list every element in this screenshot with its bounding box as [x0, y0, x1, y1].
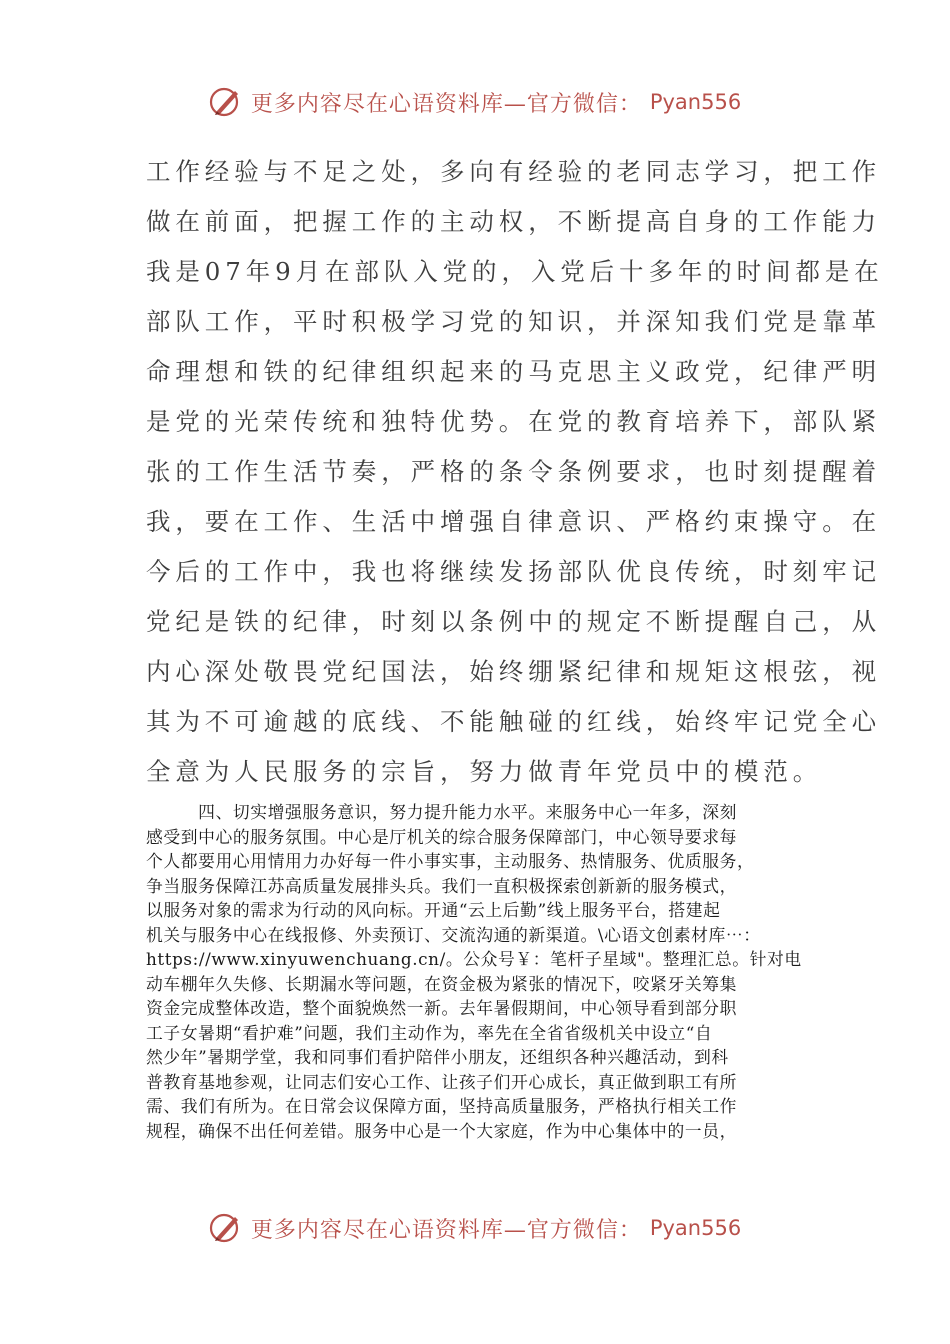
- text-line: 党纪是铁的纪律，时刻以条例中的规定不断提醒自己，从: [146, 607, 881, 636]
- text-line: 命理想和铁的纪律组织起来的马克思主义政党，纪律严明: [146, 357, 881, 386]
- text-line: 全意为人民服务的宗旨，努力做青年党员中的模范。: [146, 757, 823, 786]
- text-line: 部队工作，平时积极学习党的知识，并深知我们党是靠革: [146, 307, 881, 336]
- text-line: 争当服务保障江苏高质量发展排头兵。我们一直积极探索创新新的服务模式，: [146, 875, 737, 896]
- text-line: 我，要在工作、生活中增强自律意识、严格约束操守。在: [146, 507, 881, 536]
- pen-logo-icon: [209, 85, 243, 119]
- text-line: 内心深处敬畏党纪国法，始终绷紧纪律和规矩这根弦，视: [146, 657, 881, 686]
- text-line: 我是07年9月在部队入党的，入党后十多年的时间都是在: [146, 257, 884, 286]
- text-line: 四、切实增强服务意识，努力提升能力水平。来服务中心一年多，深刻: [146, 802, 737, 822]
- watermark-wechat-id: Pyan556: [649, 90, 742, 114]
- text-line: https://www.xinyuwenchuang.cn/。公众号￥：笔杆子星域"。整理汇总。针对电: [146, 949, 802, 969]
- watermark-text: 更多内容尽在心语资料库—官方微信：: [250, 1217, 642, 1243]
- text-line: 以服务对象的需求为行动的风向标。开通“云上后勤”线上服务平台，搭建起: [146, 900, 721, 920]
- text-line: 感受到中心的服务氛围。中心是厅机关的综合服务保障部门，中心领导要求每: [146, 826, 737, 847]
- text-line: 工作经验与不足之处，多向有经验的老同志学习，把工作: [146, 157, 881, 186]
- watermark-wechat-id: Pyan556: [649, 1216, 742, 1240]
- text-line: 做在前面，把握工作的主动权，不断提高自身的工作能力: [146, 207, 881, 236]
- text-line: 动车棚年久失修、长期漏水等问题，在资金极为紧张的情况下，咬紧牙关筹集: [146, 973, 737, 994]
- text-line: 规程，确保不出任何差错。服务中心是一个大家庭，作为中心集体中的一员，: [146, 1120, 737, 1141]
- text-line: 普教育基地参观，让同志们安心工作、让孩子们开心成长，真正做到职工有所: [146, 1071, 737, 1092]
- text-line: 其为不可逾越的底线、不能触碰的红线，始终牢记党全心: [146, 707, 881, 736]
- text-line: 然少年”暑期学堂，我和同事们看护陪伴小朋友，还组织各种兴趣活动，到科: [146, 1047, 729, 1067]
- watermark-banner-top: [0, 82, 950, 122]
- text-line: 张的工作生活节奏，严格的条令条例要求，也时刻提醒着: [146, 457, 881, 486]
- small-text-block: [146, 800, 811, 1143]
- watermark-banner-bottom: [0, 1208, 950, 1248]
- text-line: 个人都要用心用情用力办好每一件小事实事，主动服务、热情服务、优质服务，: [146, 851, 755, 871]
- text-line: 资金完成整体改造，整个面貌焕然一新。去年暑假期间，中心领导看到部分职: [146, 998, 737, 1018]
- text-line: 工子女暑期“看护难”问题，我们主动作为，率先在全省省级机关中设立“自: [146, 1022, 713, 1043]
- text-line: 是党的光荣传统和独特优势。在党的教育培养下，部队紧: [146, 407, 881, 436]
- text-line: 需、我们有所为。在日常会议保障方面，坚持高质量服务，严格执行相关工作: [146, 1096, 737, 1116]
- watermark-text: 更多内容尽在心语资料库—官方微信：: [250, 91, 642, 117]
- text-line: 机关与服务中心在线报修、外卖预订、交流沟通的新渠道。\心语文创素材库⋯：: [146, 924, 761, 945]
- text-line: 今后的工作中，我也将继续发扬部队优良传统，时刻牢记: [146, 557, 881, 586]
- large-text-block: [146, 147, 884, 797]
- pen-logo-icon: [209, 1211, 243, 1245]
